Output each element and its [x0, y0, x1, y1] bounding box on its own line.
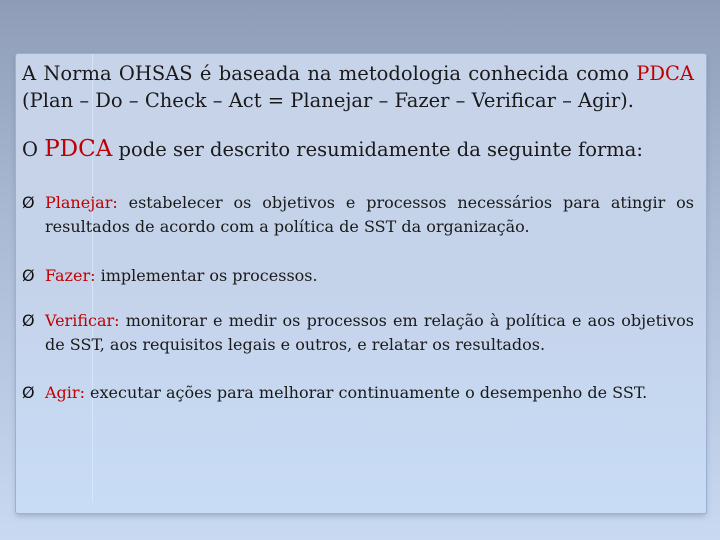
arrow-bullet-icon: Ø: [22, 193, 35, 212]
list-item-agir: [22, 381, 694, 405]
desc-fazer: implementar os processos.: [95, 266, 318, 285]
list-item-planejar: [22, 191, 694, 239]
term-verificar: Verificar:: [45, 311, 120, 330]
intro2-suffix: pode ser descrito resumidamente da seguinte forma:: [112, 138, 643, 161]
desc-agir: executar ações para melhorar continuamente o desempenho de SST.: [84, 383, 648, 402]
list-item-fazer: [22, 264, 694, 288]
arrow-bullet-icon: Ø: [22, 266, 35, 285]
term-planejar: Planejar:: [45, 193, 118, 212]
arrow-bullet-icon: Ø: [22, 311, 35, 330]
list-item-verificar: [22, 309, 694, 357]
pdca-highlight-large: PDCA: [44, 136, 113, 162]
term-fazer: Fazer:: [45, 266, 96, 285]
pdca-highlight: PDCA: [636, 62, 694, 85]
intro2-prefix: O: [22, 138, 45, 161]
slide-content: [22, 60, 694, 405]
desc-planejar: estabelecer os objetivos e processos necessários para atingir os resultados de acordo com a política de SST da organização.: [45, 193, 694, 236]
intro-text-1: A Norma OHSAS é baseada na metodologia conhecida como: [22, 62, 637, 85]
pdca-description-paragraph: [22, 134, 694, 165]
desc-verificar: monitorar e medir os processos em relação à política e aos objetivos de SST, aos requisitos legais e outros, e relatar os resultados.: [45, 311, 694, 354]
pdca-steps-list: [22, 191, 694, 405]
arrow-bullet-icon: Ø: [22, 383, 35, 402]
term-agir: Agir:: [45, 383, 85, 402]
intro-paragraph: [22, 60, 694, 114]
intro-text-2: (Plan – Do – Check – Act = Planejar – Fazer – Verificar – Agir).: [22, 89, 634, 112]
